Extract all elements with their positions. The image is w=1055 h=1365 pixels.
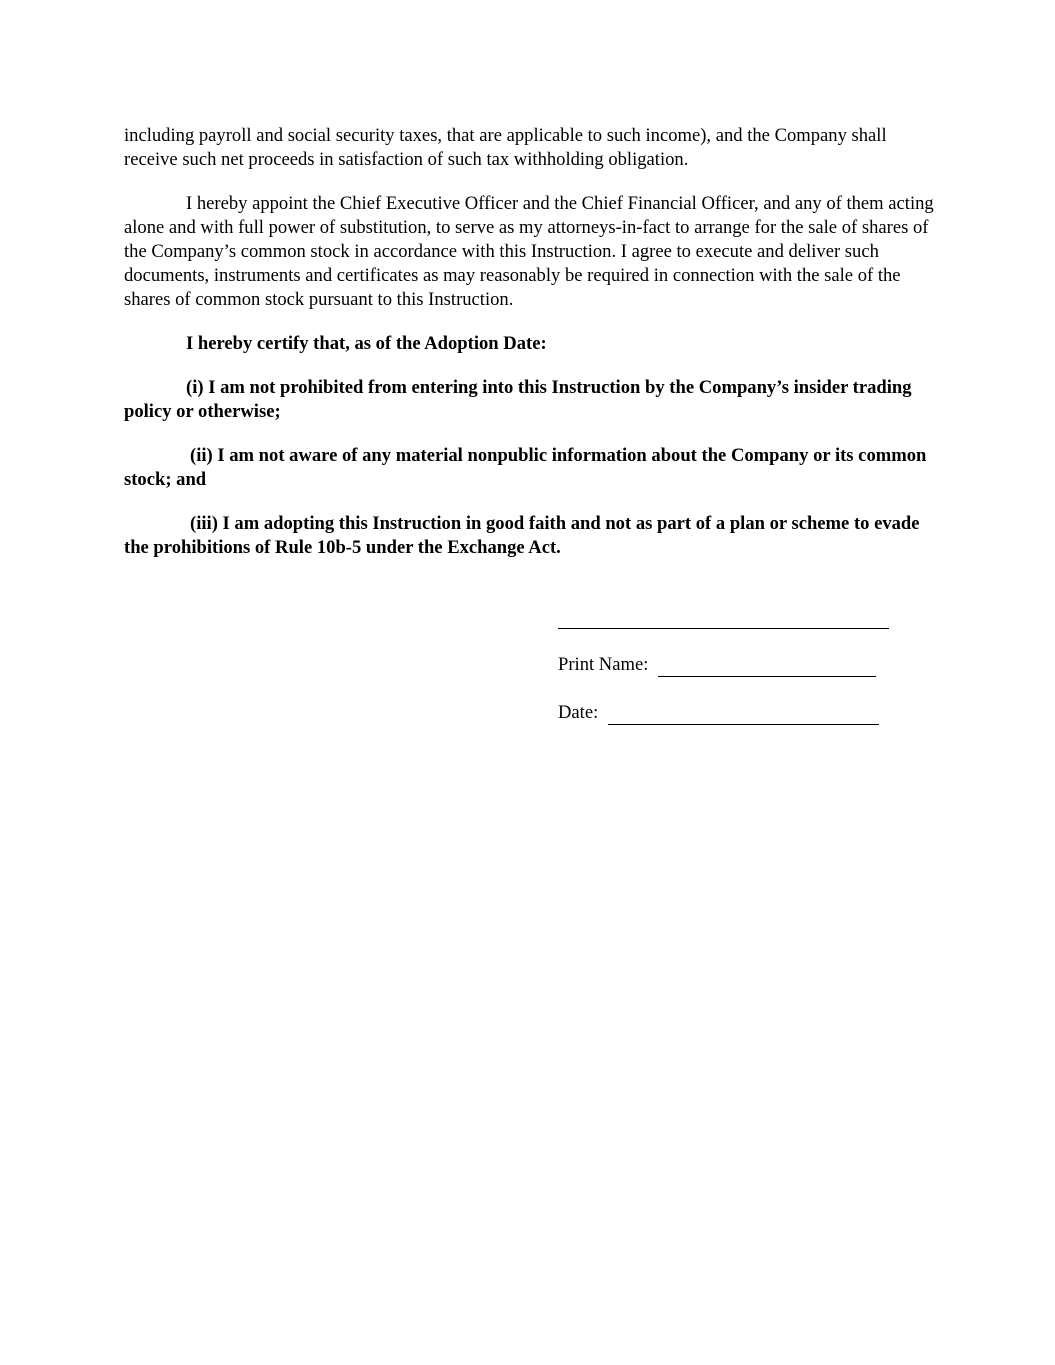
date-row <box>558 701 898 725</box>
print-name-field[interactable] <box>658 656 876 677</box>
print-name-row <box>558 653 898 677</box>
document-body <box>124 124 934 580</box>
date-field[interactable] <box>608 704 879 725</box>
certification-item-iii: (iii) I am adopting this Instruction in good faith and not as part of a plan or scheme to evade the prohibitions of Rule 10b-5 under the Exchange Act. <box>124 513 920 558</box>
certification-item-ii: (ii) I am not aware of any material nonpublic information about the Company or its common stock; and <box>124 445 927 490</box>
certification-item-i: (i) I am not prohibited from entering into this Instruction by the Company’s insider trading policy or otherwise; <box>124 377 912 422</box>
signature-line[interactable] <box>558 604 889 629</box>
signature-block <box>558 604 898 725</box>
date-label: Date: <box>558 702 599 723</box>
certification-heading: I hereby certify that, as of the Adoption Date: <box>186 333 547 354</box>
print-name-label: Print Name: <box>558 654 649 675</box>
paragraph-tax-withholding: including payroll and social security taxes, that are applicable to such income), and the Company shall receive such net proceeds in satisfaction of such tax withholding obligation. <box>124 125 887 170</box>
paragraph-attorney-appointment: I hereby appoint the Chief Executive Officer and the Chief Financial Officer, and any of them acting alone and with full power of substitution, to serve as my attorneys-in-fact to arrange for the sale of shares of the Company’s common stock in accordance with this Instruction. I agree to execute and deliver such documents, instruments and certificates as may reasonably be required in connection with the sale of the shares of common stock pursuant to this Instruction. <box>124 193 934 310</box>
